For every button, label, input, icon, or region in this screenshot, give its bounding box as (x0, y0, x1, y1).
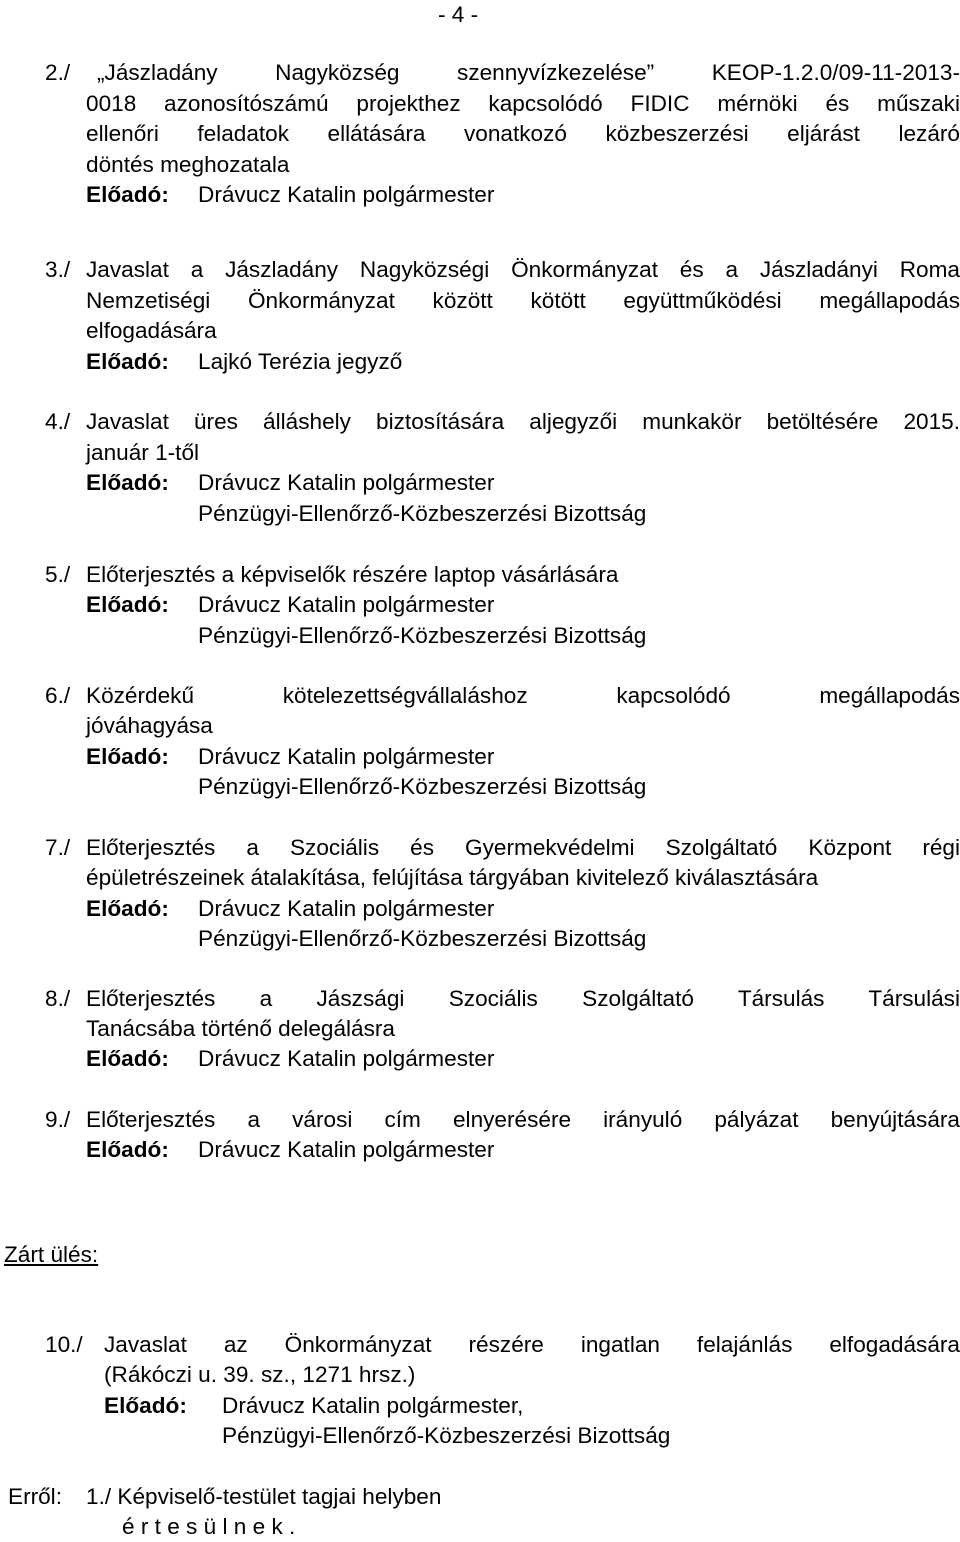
page-number: - 4 - (438, 2, 479, 27)
item-number: 8./ (45, 986, 71, 1011)
presenter-label: Előadó: (104, 1393, 187, 1418)
item-text-line: „Jászladány Nagyközség szennyvízkezelése” KEOP-1.2.0/09-11-2013- (97, 60, 960, 85)
presenter-name: Drávucz Katalin polgármester, (222, 1393, 524, 1418)
presenter-label: Előadó: (86, 896, 169, 921)
item-text-line: (Rákóczi u. 39. sz., 1271 hrsz.) (104, 1362, 416, 1387)
item-text-line: 0018 azonosítószámú projekthez kapcsolódó FIDIC mérnöki és műszaki (86, 91, 960, 116)
item-number: 10./ (45, 1332, 83, 1357)
footer-recipients: 1./ Képviselő-testület tagjai helyben (86, 1484, 442, 1509)
item-text-line: január 1-től (86, 440, 200, 465)
closed-session-heading: Zárt ülés: (4, 1242, 99, 1267)
presenter-name: Drávucz Katalin polgármester (198, 470, 495, 495)
presenter-label: Előadó: (86, 744, 169, 769)
presenter-label: Előadó: (86, 182, 169, 207)
footer-notice: é r t e s ü l n e k . (122, 1514, 296, 1539)
committee-name: Pénzügyi-Ellenőrző-Közbeszerzési Bizottság (222, 1423, 671, 1448)
committee-name: Pénzügyi-Ellenőrző-Közbeszerzési Bizottság (198, 501, 647, 526)
item-text-line: Közérdekű kötelezettségvállaláshoz kapcsolódó megállapodás (86, 683, 960, 708)
committee-name: Pénzügyi-Ellenőrző-Közbeszerzési Bizottság (198, 926, 647, 951)
item-number: 9./ (45, 1107, 71, 1132)
presenter-label: Előadó: (86, 349, 169, 374)
presenter-label: Előadó: (86, 592, 169, 617)
footer-label: Erről: (8, 1484, 62, 1509)
item-text-line: jóváhagyása (86, 713, 213, 738)
item-text-line: ellenőri feladatok ellátására vonatkozó közbeszerzési eljárást lezáró (86, 121, 960, 146)
presenter-label: Előadó: (86, 1137, 169, 1162)
committee-name: Pénzügyi-Ellenőrző-Közbeszerzési Bizottság (198, 623, 647, 648)
item-number: 4./ (45, 409, 71, 434)
item-text-line: Javaslat a Jászladány Nagyközségi Önkormányzat és a Jászladányi Roma (86, 257, 960, 282)
presenter-label: Előadó: (86, 1046, 169, 1071)
item-number: 5./ (45, 562, 71, 587)
presenter-name: Drávucz Katalin polgármester (198, 592, 495, 617)
presenter-label: Előadó: (86, 470, 169, 495)
item-text-line: Előterjesztés a városi cím elnyerésére irányuló pályázat benyújtására (86, 1107, 960, 1132)
presenter-name: Drávucz Katalin polgármester (198, 182, 495, 207)
item-text-line: Előterjesztés a képviselők részére laptop vásárlására (86, 562, 619, 587)
item-text-line: épületrészeinek átalakítása, felújítása tárgyában kivitelező kiválasztására (86, 865, 819, 890)
item-text-line: Javaslat az Önkormányzat részére ingatlan felajánlás elfogadására (104, 1332, 960, 1357)
item-text-line: Nemzetiségi Önkormányzat között kötött együttműködési megállapodás (86, 288, 960, 313)
presenter-name: Drávucz Katalin polgármester (198, 744, 495, 769)
item-number: 2./ (45, 60, 71, 85)
item-text-line: Javaslat üres álláshely biztosítására aljegyzői munkakör betöltésére 2015. (86, 409, 960, 434)
item-text-line: Előterjesztés a Jászsági Szociális Szolgáltató Társulás Társulási (86, 986, 960, 1011)
presenter-name: Lajkó Terézia jegyző (198, 349, 403, 374)
committee-name: Pénzügyi-Ellenőrző-Közbeszerzési Bizottság (198, 774, 647, 799)
item-text-line: elfogadására (86, 318, 217, 343)
presenter-name: Drávucz Katalin polgármester (198, 1137, 495, 1162)
item-number: 3./ (45, 257, 71, 282)
item-number: 6./ (45, 683, 71, 708)
item-text-line: Tanácsába történő delegálásra (86, 1016, 395, 1041)
item-text-line: Előterjesztés a Szociális és Gyermekvédelmi Szolgáltató Központ régi (86, 835, 960, 860)
presenter-name: Drávucz Katalin polgármester (198, 1046, 495, 1071)
item-text-line: döntés meghozatala (86, 152, 290, 177)
item-number: 7./ (45, 835, 71, 860)
presenter-name: Drávucz Katalin polgármester (198, 896, 495, 921)
